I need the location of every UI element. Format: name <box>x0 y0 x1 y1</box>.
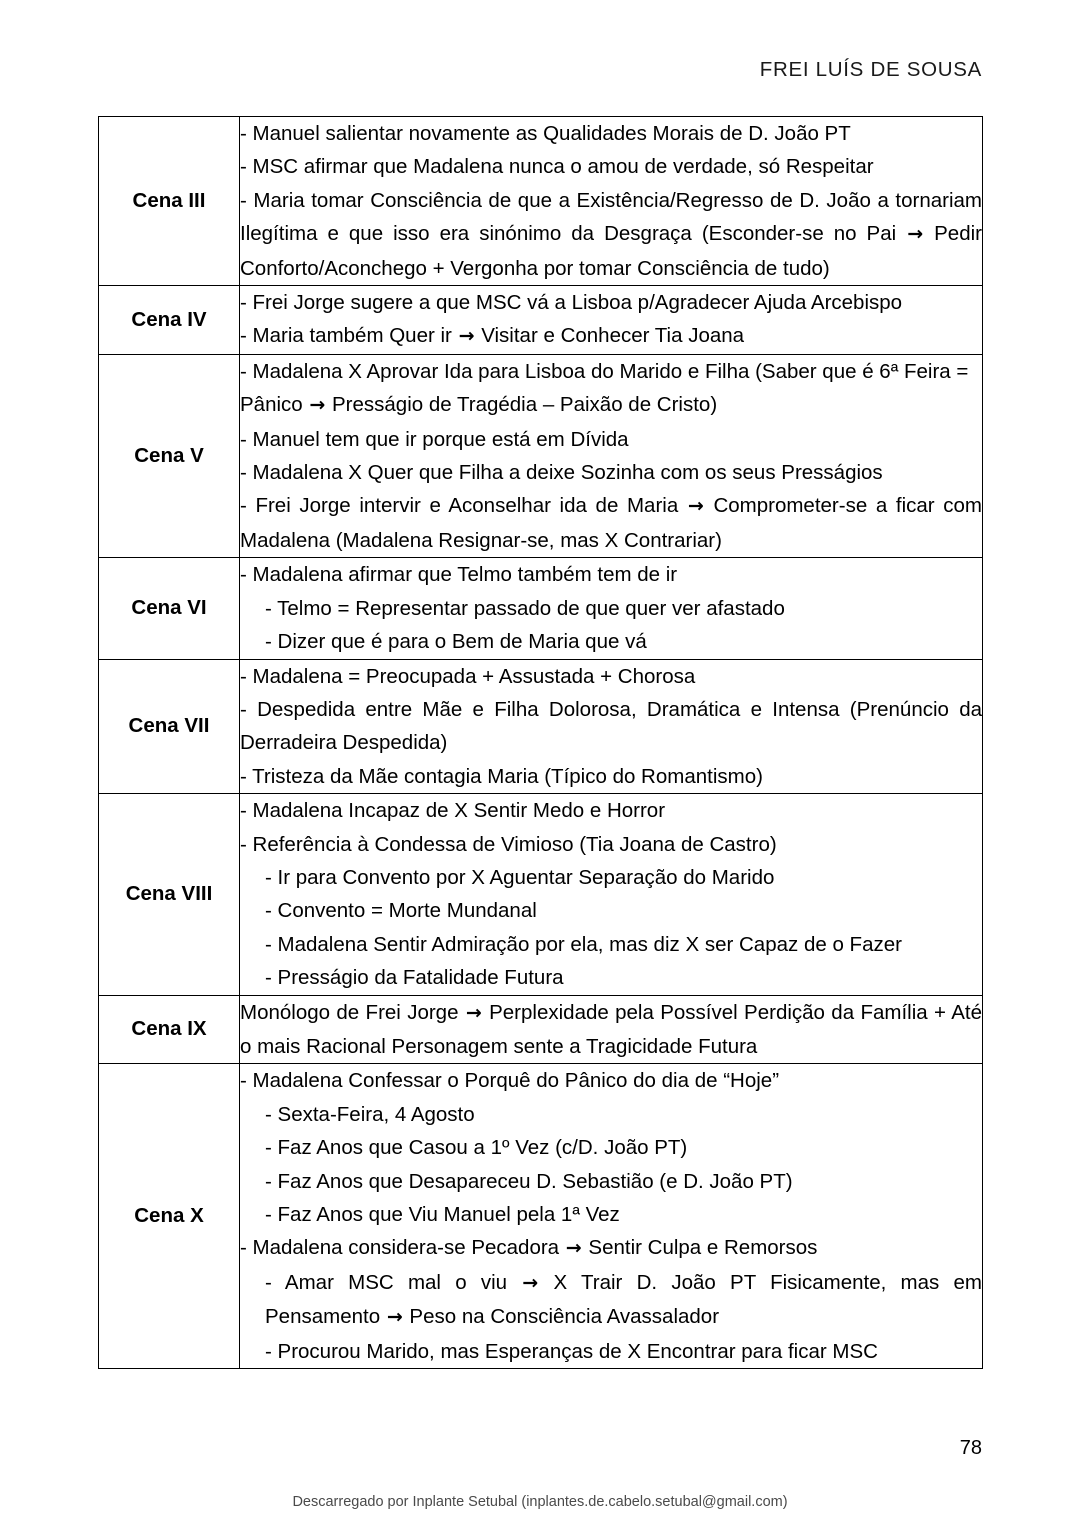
scene-content-line: - Madalena Sentir Admiração por ela, mas diz X ser Capaz de o Fazer <box>265 932 902 956</box>
right-arrow-icon: → <box>309 394 326 417</box>
scene-content-cell <box>240 794 983 995</box>
scene-content-line: - Tristeza da Mãe contagia Maria (Típico do Romantismo) <box>240 764 763 788</box>
right-arrow-icon: → <box>458 325 475 348</box>
scene-label-cell: Cena IV <box>99 286 240 355</box>
scene-label-cell: Cena VI <box>99 558 240 659</box>
table-row <box>99 286 983 355</box>
scene-content-line: - Frei Jorge sugere a que MSC vá a Lisboa p/Agradecer Ajuda Arcebispo <box>240 291 903 315</box>
scenes-table-body <box>99 117 988 1369</box>
scene-content-line: - Presságio da Fatalidade Futura <box>265 966 564 990</box>
table-row <box>99 995 983 1064</box>
table-row <box>99 659 983 794</box>
download-watermark-note: Descarregado por Inplante Setubal (inplantes.de.cabelo.setubal@gmail.com) <box>292 1494 788 1510</box>
scene-content-cell <box>240 286 983 355</box>
table-row <box>99 354 983 557</box>
scene-content-line: - Madalena X Quer que Filha a deixe Sozinha com os seus Presságios <box>240 461 883 485</box>
right-arrow-icon: → <box>522 1271 539 1294</box>
scene-content-cell <box>240 659 988 794</box>
scene-label-cell: Cena V <box>99 354 240 557</box>
scene-content-line: - Madalena Confessar o Porquê do Pânico do dia de “Hoje” <box>240 1069 780 1093</box>
scene-label-cell: Cena X <box>99 1064 240 1369</box>
scene-label-cell: Cena IX <box>99 995 240 1064</box>
scene-content-line: - Madalena X Aprovar Ida para Lisboa do Marido e Filha (Saber que é 6ª Feira = Pânico → Presságio de Tragédia – Paixão de Cristo) <box>240 359 975 417</box>
scene-content-line: - Sexta-Feira, 4 Agosto <box>265 1102 475 1126</box>
scene-label-cell: Cena VII <box>99 659 240 794</box>
right-arrow-icon: → <box>465 1001 482 1024</box>
scene-content-line: - Manuel salientar novamente as Qualidades Morais de D. João PT <box>240 122 851 145</box>
right-arrow-icon: → <box>687 495 704 518</box>
scene-content-line: - Madalena = Preocupada + Assustada + Chorosa <box>240 664 696 688</box>
scene-content-line: - Madalena Incapaz de X Sentir Medo e Horror <box>240 799 666 823</box>
scene-content-line: - Dizer que é para o Bem de Maria que vá <box>265 630 647 654</box>
scene-content-line: - Faz Anos que Desapareceu D. Sebastião (e D. João PT) <box>265 1169 793 1193</box>
scene-content-line: - Procurou Marido, mas Esperanças de X Encontrar para ficar MSC <box>265 1339 878 1363</box>
scene-content-line: - Manuel tem que ir porque está em Dívida <box>240 427 629 451</box>
scene-content-cell <box>240 558 983 659</box>
scene-content-line: - Maria tomar Consciência de que a Existência/Regresso de D. João a tornariam Ilegítima e que isso era sinónimo da Desgraça (Esconder-se no Pai → Pedir Conforto/Aconchego + Vergonha por tomar Consciência de tudo) <box>240 188 988 280</box>
scene-content-line: - Frei Jorge intervir e Aconselhar ida de Maria → Comprometer-se a ficar com Madalena (Madalena Resignar-se, mas X Contrariar) <box>240 494 988 552</box>
scene-content-line: - MSC afirmar que Madalena nunca o amou de verdade, só Respeitar <box>240 155 874 179</box>
scene-content-line: - Faz Anos que Viu Manuel pela 1ª Vez <box>265 1203 620 1226</box>
running-header-title: FREI LUÍS DE SOUSA <box>759 58 982 81</box>
scene-content-cell <box>240 117 988 286</box>
scenes-summary-table <box>98 116 988 1369</box>
scene-content-cell <box>240 1064 988 1369</box>
scene-content-line: - Despedida entre Mãe e Filha Dolorosa, Dramática e Intensa (Prenúncio da Derradeira Despedida) <box>240 697 988 755</box>
scene-content-line: - Convento = Morte Mundanal <box>265 899 537 923</box>
table-row <box>99 1064 983 1369</box>
scene-content-line: Monólogo de Frei Jorge → Perplexidade pela Possível Perdição da Família + Até o mais Racional Personagem sente a Tragicidade Futura <box>240 1000 988 1058</box>
right-arrow-icon: → <box>386 1306 403 1329</box>
right-arrow-icon: → <box>907 223 924 246</box>
page-number: 78 <box>959 1437 982 1459</box>
right-arrow-icon: → <box>565 1237 582 1260</box>
table-row <box>99 794 983 995</box>
scene-label-cell: Cena VIII <box>99 794 240 995</box>
scene-content-line: - Amar MSC mal o viu → X Trair D. João PT Fisicamente, mas em Pensamento → Peso na Consciência Avassalador <box>265 1270 988 1329</box>
scene-content-line: - Ir para Convento por X Aguentar Separação do Marido <box>265 865 775 889</box>
scene-content-line: - Referência à Condessa de Vimioso (Tia Joana de Castro) <box>240 832 777 856</box>
scene-content-line: - Telmo = Representar passado de que quer ver afastado <box>265 596 785 620</box>
table-row <box>99 117 983 286</box>
scene-content-line: - Faz Anos que Casou a 1º Vez (c/D. João PT) <box>265 1136 688 1160</box>
scene-content-line: - Madalena afirmar que Telmo também tem de ir <box>240 563 678 587</box>
scene-content-cell <box>240 354 988 557</box>
scene-content-line: - Maria também Quer ir → Visitar e Conhecer Tia Joana <box>240 324 745 348</box>
table-row <box>99 558 983 659</box>
scene-content-cell <box>240 995 988 1064</box>
scene-content-line: - Madalena considera-se Pecadora → Sentir Culpa e Remorsos <box>240 1236 818 1260</box>
scene-label-cell: Cena III <box>99 117 240 286</box>
